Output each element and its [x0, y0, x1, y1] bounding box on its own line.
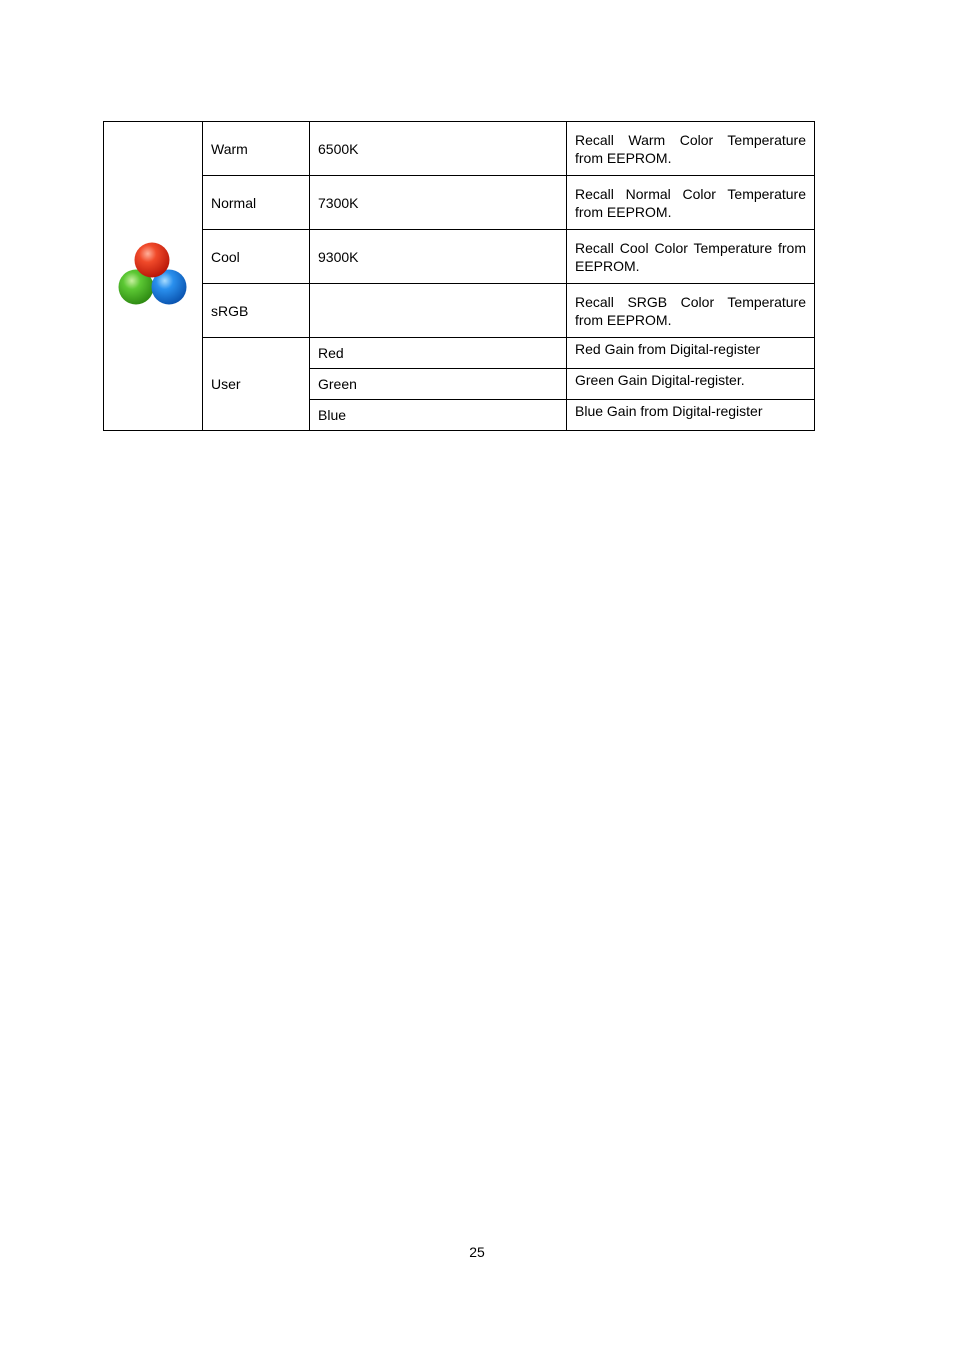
table-row-warm	[104, 122, 815, 176]
table-row-normal	[104, 176, 815, 230]
mode-label: User	[203, 338, 310, 431]
mode-value	[310, 284, 567, 338]
mode-value: 7300K	[310, 176, 567, 230]
user-sub-description: Green Gain Digital-register.	[567, 369, 815, 400]
mode-description: Recall SRGB Color Temperature from EEPROM.	[567, 284, 815, 338]
mode-label: Warm	[203, 122, 310, 176]
user-sub-description: Red Gain from Digital-register	[567, 338, 815, 369]
mode-description: Recall Cool Color Temperature from EEPROM.	[567, 230, 815, 284]
page-number: 25	[469, 1244, 485, 1260]
mode-label: sRGB	[203, 284, 310, 338]
mode-value: 6500K	[310, 122, 567, 176]
mode-label: Normal	[203, 176, 310, 230]
user-sub-label: Red	[310, 338, 567, 369]
color-temperature-table	[103, 121, 815, 431]
icon-cell	[104, 122, 203, 431]
table-row-srgb	[104, 284, 815, 338]
mode-description: Recall Warm Color Temperature from EEPROM.	[567, 122, 815, 176]
user-sub-description: Blue Gain from Digital-register	[567, 400, 815, 431]
table-row-user-red	[104, 338, 815, 369]
mode-description: Recall Normal Color Temperature from EEPROM.	[567, 176, 815, 230]
user-sub-label: Green	[310, 369, 567, 400]
mode-value: 9300K	[310, 230, 567, 284]
mode-label: Cool	[203, 230, 310, 284]
table-row-cool	[104, 230, 815, 284]
user-sub-label: Blue	[310, 400, 567, 431]
color-temperature-icon	[116, 241, 190, 311]
